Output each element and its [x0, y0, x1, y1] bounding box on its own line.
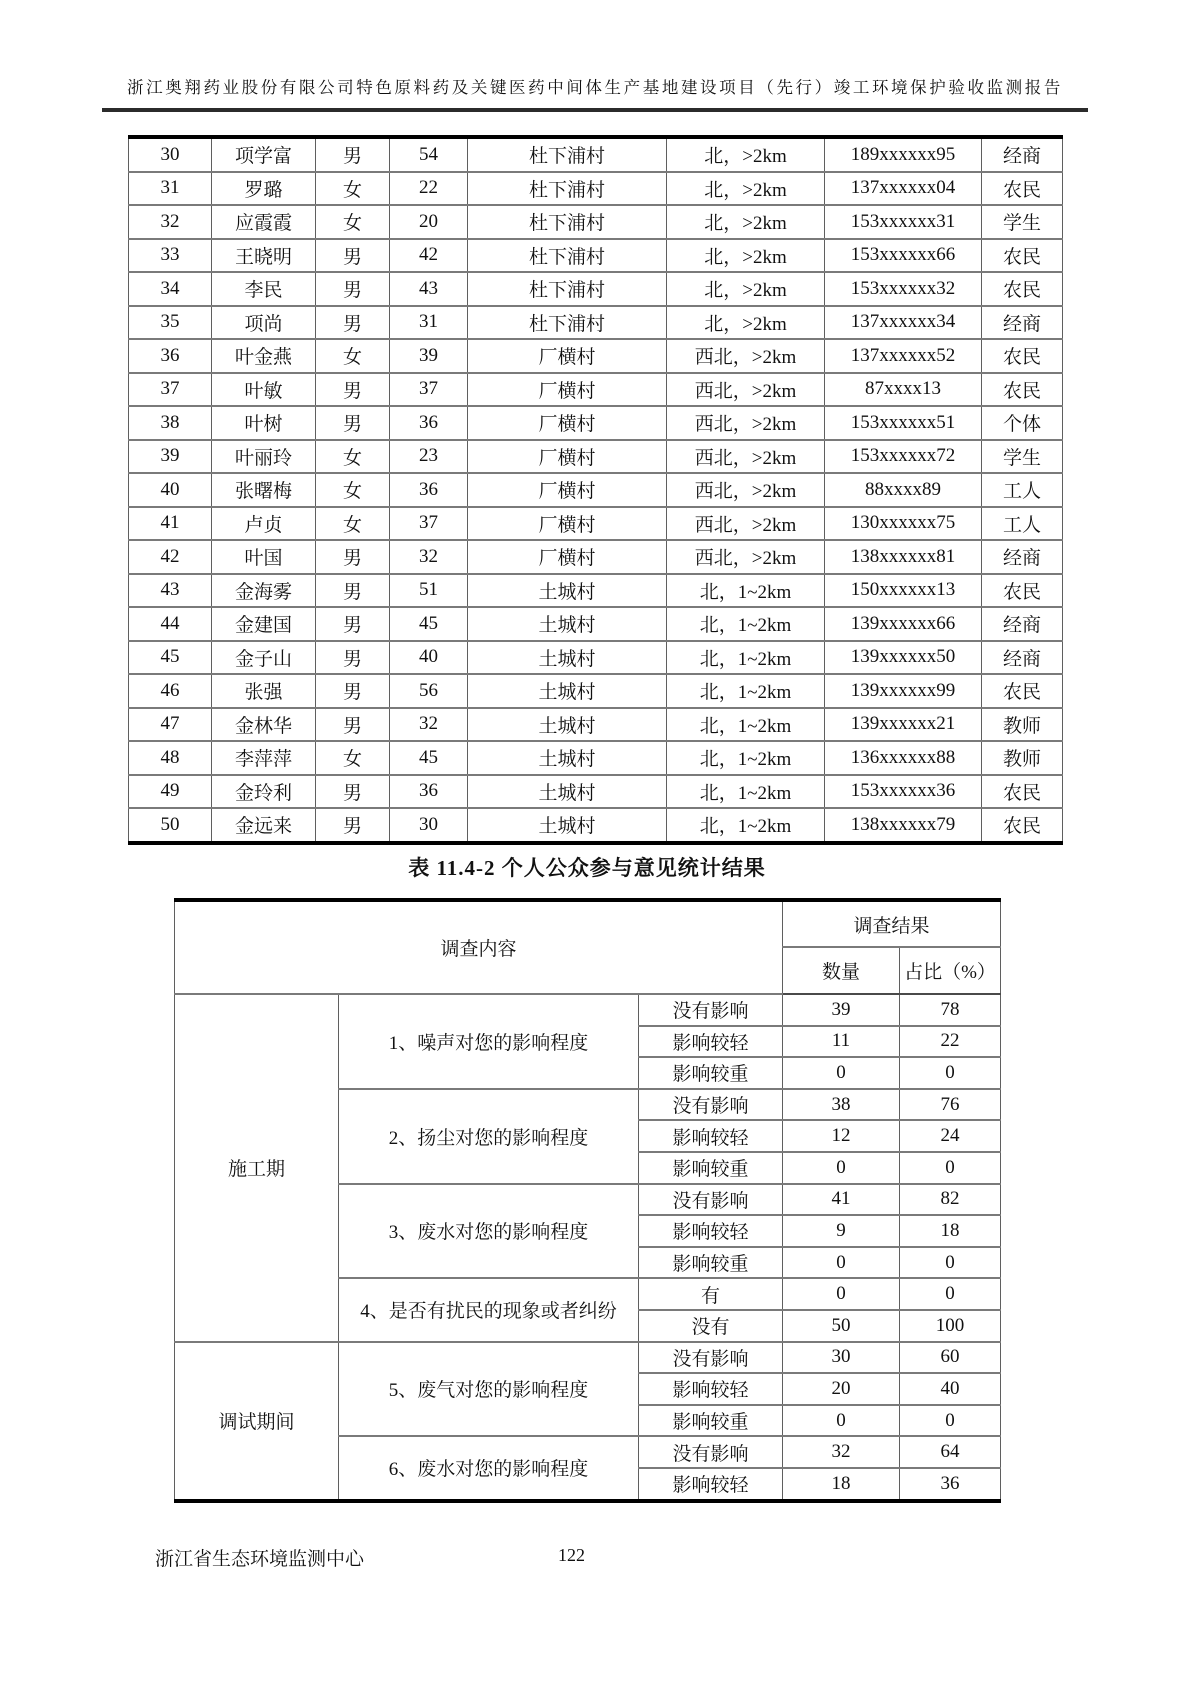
direction-distance-cell: 北，1~2km — [667, 674, 825, 708]
direction-distance-cell: 北，1~2km — [667, 708, 825, 742]
respondent-row — [129, 373, 1063, 407]
phone-cell: 153xxxxxx51 — [825, 406, 982, 440]
count-cell: 18 — [783, 1468, 900, 1501]
village-cell: 厂横村 — [468, 339, 667, 373]
phone-cell: 153xxxxxx66 — [825, 239, 982, 273]
period-cell: 调试期间 — [175, 1342, 339, 1501]
name-cell: 金林华 — [212, 708, 316, 742]
survey-results-table — [174, 898, 1001, 1503]
survey-header-row-1 — [175, 900, 1001, 947]
percent-header: 占比（%） — [900, 947, 1001, 994]
gender-cell: 男 — [316, 641, 390, 675]
name-cell: 金玲利 — [212, 775, 316, 809]
age-cell: 40 — [390, 641, 468, 675]
gender-cell: 女 — [316, 172, 390, 206]
page-header — [102, 78, 1088, 112]
count-cell: 38 — [783, 1089, 900, 1121]
percent-cell: 24 — [900, 1120, 1001, 1152]
village-cell: 杜下浦村 — [468, 272, 667, 306]
page-footer — [102, 1544, 1088, 1574]
direction-distance-cell: 北，1~2km — [667, 641, 825, 675]
direction-distance-cell: 西北，>2km — [667, 540, 825, 574]
age-cell: 45 — [390, 607, 468, 641]
footer-organization: 浙江省生态环境监测中心 — [155, 1549, 365, 1570]
respondent-row — [129, 205, 1063, 239]
village-cell: 厂横村 — [468, 406, 667, 440]
respondent-row — [129, 172, 1063, 206]
occupation-cell: 农民 — [982, 272, 1063, 306]
gender-cell: 男 — [316, 373, 390, 407]
phone-cell: 153xxxxxx72 — [825, 440, 982, 474]
question-cell: 5、废气对您的影响程度 — [339, 1342, 639, 1437]
name-cell: 罗璐 — [212, 172, 316, 206]
direction-distance-cell: 西北，>2km — [667, 440, 825, 474]
option-cell: 影响较轻 — [639, 1373, 783, 1405]
village-cell: 土城村 — [468, 574, 667, 608]
age-cell: 31 — [390, 306, 468, 340]
respondent-row — [129, 339, 1063, 373]
occupation-cell: 农民 — [982, 373, 1063, 407]
row-number-cell: 30 — [129, 137, 212, 172]
occupation-cell: 农民 — [982, 808, 1063, 843]
direction-distance-cell: 北，>2km — [667, 239, 825, 273]
period-cell: 施工期 — [175, 994, 339, 1342]
count-cell: 0 — [783, 1278, 900, 1310]
direction-distance-cell: 西北，>2km — [667, 339, 825, 373]
village-cell: 土城村 — [468, 775, 667, 809]
respondent-row — [129, 239, 1063, 273]
gender-cell: 女 — [316, 741, 390, 775]
percent-cell: 64 — [900, 1436, 1001, 1468]
question-cell: 4、是否有扰民的现象或者纠纷 — [339, 1278, 639, 1341]
gender-cell: 男 — [316, 674, 390, 708]
count-cell: 9 — [783, 1215, 900, 1247]
direction-distance-cell: 北，>2km — [667, 306, 825, 340]
gender-cell: 男 — [316, 540, 390, 574]
gender-cell: 女 — [316, 507, 390, 541]
percent-cell: 76 — [900, 1089, 1001, 1121]
count-cell: 50 — [783, 1310, 900, 1342]
village-cell: 土城村 — [468, 674, 667, 708]
row-number-cell: 39 — [129, 440, 212, 474]
occupation-cell: 经商 — [982, 540, 1063, 574]
gender-cell: 男 — [316, 775, 390, 809]
question-cell: 2、扬尘对您的影响程度 — [339, 1089, 639, 1184]
row-number-cell: 48 — [129, 741, 212, 775]
percent-cell: 36 — [900, 1468, 1001, 1501]
percent-cell: 60 — [900, 1342, 1001, 1374]
respondent-row — [129, 440, 1063, 474]
name-cell: 叶金燕 — [212, 339, 316, 373]
village-cell: 土城村 — [468, 808, 667, 843]
occupation-cell: 工人 — [982, 507, 1063, 541]
survey-content-header: 调查内容 — [175, 900, 783, 994]
age-cell: 37 — [390, 373, 468, 407]
occupation-cell: 农民 — [982, 574, 1063, 608]
name-cell: 李萍萍 — [212, 741, 316, 775]
phone-cell: 189xxxxxx95 — [825, 137, 982, 172]
age-cell: 42 — [390, 239, 468, 273]
gender-cell: 女 — [316, 473, 390, 507]
age-cell: 36 — [390, 775, 468, 809]
name-cell: 李民 — [212, 272, 316, 306]
gender-cell: 男 — [316, 306, 390, 340]
option-cell: 有 — [639, 1278, 783, 1310]
phone-cell: 150xxxxxx13 — [825, 574, 982, 608]
age-cell: 36 — [390, 406, 468, 440]
occupation-cell: 教师 — [982, 741, 1063, 775]
row-number-cell: 40 — [129, 473, 212, 507]
percent-cell: 0 — [900, 1405, 1001, 1437]
respondent-row — [129, 775, 1063, 809]
occupation-cell: 农民 — [982, 339, 1063, 373]
direction-distance-cell: 西北，>2km — [667, 406, 825, 440]
percent-cell: 18 — [900, 1215, 1001, 1247]
count-cell: 11 — [783, 1026, 900, 1058]
question-cell: 6、废水对您的影响程度 — [339, 1436, 639, 1500]
gender-cell: 男 — [316, 406, 390, 440]
count-cell: 0 — [783, 1405, 900, 1437]
count-cell: 30 — [783, 1342, 900, 1374]
gender-cell: 男 — [316, 574, 390, 608]
count-cell: 32 — [783, 1436, 900, 1468]
village-cell: 杜下浦村 — [468, 172, 667, 206]
occupation-cell: 工人 — [982, 473, 1063, 507]
name-cell: 金子山 — [212, 641, 316, 675]
respondent-row — [129, 540, 1063, 574]
option-cell: 影响较重 — [639, 1405, 783, 1437]
village-cell: 杜下浦村 — [468, 137, 667, 172]
respondent-row — [129, 641, 1063, 675]
phone-cell: 87xxxx13 — [825, 373, 982, 407]
name-cell: 张强 — [212, 674, 316, 708]
gender-cell: 男 — [316, 272, 390, 306]
occupation-cell: 教师 — [982, 708, 1063, 742]
village-cell: 厂横村 — [468, 440, 667, 474]
percent-cell: 82 — [900, 1184, 1001, 1216]
occupation-cell: 经商 — [982, 607, 1063, 641]
village-cell: 厂横村 — [468, 473, 667, 507]
respondent-row — [129, 137, 1063, 172]
name-cell: 叶丽玲 — [212, 440, 316, 474]
option-cell: 没有影响 — [639, 994, 783, 1026]
occupation-cell: 学生 — [982, 205, 1063, 239]
village-cell: 土城村 — [468, 607, 667, 641]
age-cell: 56 — [390, 674, 468, 708]
question-cell: 3、废水对您的影响程度 — [339, 1184, 639, 1279]
age-cell: 54 — [390, 137, 468, 172]
gender-cell: 男 — [316, 808, 390, 843]
count-cell: 41 — [783, 1184, 900, 1216]
phone-cell: 136xxxxxx88 — [825, 741, 982, 775]
phone-cell: 139xxxxxx66 — [825, 607, 982, 641]
phone-cell: 153xxxxxx32 — [825, 272, 982, 306]
gender-cell: 女 — [316, 440, 390, 474]
phone-cell: 130xxxxxx75 — [825, 507, 982, 541]
option-cell: 影响较重 — [639, 1152, 783, 1184]
gender-cell: 男 — [316, 708, 390, 742]
name-cell: 项尚 — [212, 306, 316, 340]
option-cell: 影响较重 — [639, 1057, 783, 1089]
gender-cell: 女 — [316, 339, 390, 373]
age-cell: 39 — [390, 339, 468, 373]
age-cell: 51 — [390, 574, 468, 608]
age-cell: 45 — [390, 741, 468, 775]
occupation-cell: 经商 — [982, 306, 1063, 340]
survey-result-header: 调查结果 — [783, 900, 1001, 947]
village-cell: 厂横村 — [468, 373, 667, 407]
occupation-cell: 农民 — [982, 775, 1063, 809]
row-number-cell: 36 — [129, 339, 212, 373]
percent-cell: 40 — [900, 1373, 1001, 1405]
respondent-row — [129, 473, 1063, 507]
name-cell: 叶国 — [212, 540, 316, 574]
count-cell: 0 — [783, 1152, 900, 1184]
question-cell: 1、噪声对您的影响程度 — [339, 994, 639, 1089]
row-number-cell: 43 — [129, 574, 212, 608]
row-number-cell: 33 — [129, 239, 212, 273]
phone-cell: 138xxxxxx81 — [825, 540, 982, 574]
name-cell: 叶敏 — [212, 373, 316, 407]
percent-cell: 78 — [900, 994, 1001, 1026]
survey-row — [175, 994, 1001, 1026]
direction-distance-cell: 北，1~2km — [667, 607, 825, 641]
age-cell: 22 — [390, 172, 468, 206]
direction-distance-cell: 北，1~2km — [667, 808, 825, 843]
row-number-cell: 34 — [129, 272, 212, 306]
option-cell: 影响较轻 — [639, 1120, 783, 1152]
option-cell: 没有影响 — [639, 1184, 783, 1216]
row-number-cell: 38 — [129, 406, 212, 440]
occupation-cell: 个体 — [982, 406, 1063, 440]
respondents-table — [128, 135, 1063, 845]
age-cell: 32 — [390, 540, 468, 574]
survey-row — [175, 1342, 1001, 1374]
percent-cell: 0 — [900, 1057, 1001, 1089]
row-number-cell: 46 — [129, 674, 212, 708]
name-cell: 王晓明 — [212, 239, 316, 273]
percent-cell: 0 — [900, 1278, 1001, 1310]
village-cell: 杜下浦村 — [468, 239, 667, 273]
respondent-row — [129, 607, 1063, 641]
age-cell: 36 — [390, 473, 468, 507]
occupation-cell: 农民 — [982, 239, 1063, 273]
direction-distance-cell: 北，1~2km — [667, 574, 825, 608]
survey-table-title: 表 11.4-2 个人公众参与意见统计结果 — [408, 856, 766, 880]
name-cell: 应霞霞 — [212, 205, 316, 239]
occupation-cell: 农民 — [982, 172, 1063, 206]
name-cell: 金海雾 — [212, 574, 316, 608]
village-cell: 厂横村 — [468, 540, 667, 574]
age-cell: 43 — [390, 272, 468, 306]
name-cell: 金远来 — [212, 808, 316, 843]
phone-cell: 137xxxxxx52 — [825, 339, 982, 373]
phone-cell: 137xxxxxx04 — [825, 172, 982, 206]
count-cell: 20 — [783, 1373, 900, 1405]
direction-distance-cell: 西北，>2km — [667, 373, 825, 407]
option-cell: 没有影响 — [639, 1342, 783, 1374]
phone-cell: 139xxxxxx99 — [825, 674, 982, 708]
row-number-cell: 41 — [129, 507, 212, 541]
option-cell: 影响较轻 — [639, 1468, 783, 1501]
village-cell: 杜下浦村 — [468, 205, 667, 239]
direction-distance-cell: 北，>2km — [667, 205, 825, 239]
percent-cell: 100 — [900, 1310, 1001, 1342]
percent-cell: 0 — [900, 1152, 1001, 1184]
row-number-cell: 32 — [129, 205, 212, 239]
count-cell: 39 — [783, 994, 900, 1026]
village-cell: 厂横村 — [468, 507, 667, 541]
age-cell: 20 — [390, 205, 468, 239]
respondent-row — [129, 741, 1063, 775]
direction-distance-cell: 西北，>2km — [667, 507, 825, 541]
name-cell: 项学富 — [212, 137, 316, 172]
report-title: 浙江奥翔药业股份有限公司特色原料药及关键医药中间体生产基地建设项目（先行）竣工环境保护验收监测报告 — [127, 78, 1063, 97]
phone-cell: 153xxxxxx31 — [825, 205, 982, 239]
percent-cell: 22 — [900, 1026, 1001, 1058]
row-number-cell: 44 — [129, 607, 212, 641]
option-cell: 影响较轻 — [639, 1026, 783, 1058]
percent-cell: 0 — [900, 1247, 1001, 1279]
name-cell: 金建国 — [212, 607, 316, 641]
phone-cell: 153xxxxxx36 — [825, 775, 982, 809]
direction-distance-cell: 北，1~2km — [667, 741, 825, 775]
option-cell: 影响较重 — [639, 1247, 783, 1279]
age-cell: 32 — [390, 708, 468, 742]
option-cell: 没有 — [639, 1310, 783, 1342]
row-number-cell: 37 — [129, 373, 212, 407]
village-cell: 土城村 — [468, 741, 667, 775]
phone-cell: 138xxxxxx79 — [825, 808, 982, 843]
phone-cell: 139xxxxxx21 — [825, 708, 982, 742]
count-cell: 12 — [783, 1120, 900, 1152]
option-cell: 没有影响 — [639, 1436, 783, 1468]
age-cell: 30 — [390, 808, 468, 843]
count-cell: 0 — [783, 1057, 900, 1089]
respondent-row — [129, 507, 1063, 541]
age-cell: 37 — [390, 507, 468, 541]
village-cell: 杜下浦村 — [468, 306, 667, 340]
row-number-cell: 47 — [129, 708, 212, 742]
occupation-cell: 经商 — [982, 137, 1063, 172]
direction-distance-cell: 北，>2km — [667, 137, 825, 172]
row-number-cell: 42 — [129, 540, 212, 574]
name-cell: 张曙梅 — [212, 473, 316, 507]
respondent-row — [129, 306, 1063, 340]
occupation-cell: 经商 — [982, 641, 1063, 675]
age-cell: 23 — [390, 440, 468, 474]
name-cell: 卢贞 — [212, 507, 316, 541]
phone-cell: 88xxxx89 — [825, 473, 982, 507]
option-cell: 影响较轻 — [639, 1215, 783, 1247]
row-number-cell: 45 — [129, 641, 212, 675]
page-number: 122 — [558, 1545, 585, 1565]
direction-distance-cell: 西北，>2km — [667, 473, 825, 507]
respondent-row — [129, 574, 1063, 608]
row-number-cell: 31 — [129, 172, 212, 206]
respondent-row — [129, 808, 1063, 843]
direction-distance-cell: 北，1~2km — [667, 775, 825, 809]
occupation-cell: 农民 — [982, 674, 1063, 708]
count-cell: 0 — [783, 1247, 900, 1279]
option-cell: 没有影响 — [639, 1089, 783, 1121]
name-cell: 叶树 — [212, 406, 316, 440]
phone-cell: 137xxxxxx34 — [825, 306, 982, 340]
row-number-cell: 35 — [129, 306, 212, 340]
gender-cell: 女 — [316, 205, 390, 239]
gender-cell: 男 — [316, 239, 390, 273]
respondent-row — [129, 708, 1063, 742]
direction-distance-cell: 北，>2km — [667, 272, 825, 306]
phone-cell: 139xxxxxx50 — [825, 641, 982, 675]
occupation-cell: 学生 — [982, 440, 1063, 474]
direction-distance-cell: 北，>2km — [667, 172, 825, 206]
village-cell: 土城村 — [468, 641, 667, 675]
respondent-row — [129, 674, 1063, 708]
respondent-row — [129, 272, 1063, 306]
gender-cell: 男 — [316, 607, 390, 641]
row-number-cell: 49 — [129, 775, 212, 809]
village-cell: 土城村 — [468, 708, 667, 742]
count-header: 数量 — [783, 947, 900, 994]
respondent-row — [129, 406, 1063, 440]
gender-cell: 男 — [316, 137, 390, 172]
row-number-cell: 50 — [129, 808, 212, 843]
